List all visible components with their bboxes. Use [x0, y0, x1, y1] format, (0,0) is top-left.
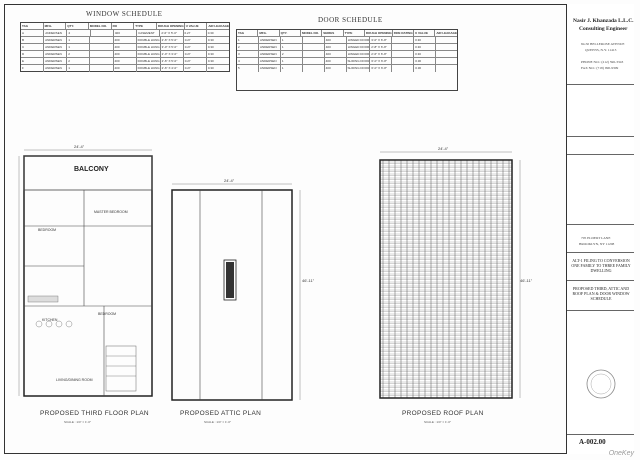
- table-cell: 2'-6" X 5'-0": [161, 37, 184, 43]
- table-cell: 2: [67, 30, 90, 36]
- table-cell: DOUBLE HUNG: [137, 45, 160, 49]
- attic-plan-scale: SCALE : 1/4" = 1'-0": [204, 420, 231, 424]
- table-cell: RO: [112, 23, 135, 29]
- table-cell: [392, 65, 414, 72]
- table-cell: U VALUE: [414, 30, 435, 36]
- table-cell: CASEMENT: [137, 30, 160, 36]
- table-cell: 3: [237, 51, 259, 57]
- room-label-bedroom-2: BEDROOM: [98, 312, 117, 316]
- table-cell: 400: [325, 37, 347, 43]
- table-cell: 0.27: [184, 37, 207, 43]
- table-cell: [303, 51, 325, 57]
- roof-width-dim: 24'-4": [438, 146, 449, 151]
- table-cell: [90, 65, 113, 72]
- table-cell: 2'-6" X 5'-0": [160, 30, 183, 36]
- table-cell: 0.30: [207, 38, 214, 42]
- table-cell: MFG.: [258, 30, 279, 36]
- table-cell: 1: [237, 37, 259, 43]
- table-cell: [436, 65, 457, 72]
- table-cell: 2'-6" X 4'-0": [161, 65, 184, 72]
- table-cell: ANDERSEN: [259, 58, 281, 64]
- table-cell: ANDERSEN: [259, 44, 281, 50]
- table-cell: [303, 58, 325, 64]
- table-cell: 2: [67, 51, 90, 57]
- table-row: [237, 65, 457, 72]
- table-cell: QTY.: [66, 23, 89, 29]
- table-row: [237, 37, 457, 44]
- table-row: [21, 37, 229, 44]
- table-cell: 2'-0" X 3'-0": [161, 51, 184, 57]
- roof-plan-title: PROPOSED ROOF PLAN: [402, 410, 484, 417]
- table-cell: 0.30: [414, 58, 436, 64]
- door-schedule-title: DOOR SCHEDULE: [318, 16, 383, 24]
- table-cell: C: [21, 44, 44, 50]
- table-cell: [90, 51, 113, 57]
- table-cell: FIRE RATING: [393, 31, 413, 35]
- table-cell: SLIDING DOOR: [347, 59, 370, 63]
- table-cell: 400: [114, 51, 137, 57]
- table-cell: 400: [114, 65, 137, 72]
- table-row: [237, 51, 457, 58]
- table-cell: [436, 44, 457, 50]
- table-cell: 1: [281, 65, 303, 72]
- table-cell: 0.27: [184, 65, 207, 72]
- attic-plan-title: PROPOSED ATTIC PLAN: [180, 410, 262, 417]
- table-cell: [303, 44, 325, 50]
- table-cell: MODEL NO.: [89, 23, 112, 29]
- window-schedule-table: [20, 22, 230, 72]
- table-cell: [392, 44, 414, 50]
- roof-plan-drawing: [368, 148, 528, 410]
- table-cell: DOUBLE HUNG: [137, 52, 160, 56]
- table-cell: 400: [325, 58, 347, 64]
- balcony-label: BALCONY: [74, 166, 109, 173]
- table-cell: [90, 37, 113, 43]
- table-cell: 0.30: [414, 44, 436, 50]
- table-cell: [392, 51, 414, 57]
- watermark: OneKey: [608, 450, 634, 457]
- table-cell: [303, 65, 325, 72]
- room-label-bedroom-1: BEDROOM: [38, 228, 57, 232]
- table-cell: ANDERSEN: [44, 51, 67, 57]
- firm-address-2: QUEENS, N.Y. 11413: [585, 48, 617, 52]
- table-cell: [90, 58, 113, 64]
- third-floor-plan-drawing: [14, 146, 164, 406]
- table-cell: [436, 58, 457, 64]
- firm-address-1: 84-50 BELLEROSE AVENUE: [581, 42, 625, 46]
- attic-width-dim: 24'-4": [224, 178, 235, 183]
- attic-height-dim: 46'-11": [302, 278, 315, 283]
- table-cell: 6'-0" X 6'-8": [370, 65, 392, 72]
- third-floor-width-dim: 24'-4": [74, 144, 85, 149]
- roof-plan-scale: SCALE : 1/4" = 1'-0": [424, 420, 451, 424]
- table-cell: [91, 30, 114, 36]
- table-cell: QTY.: [280, 30, 301, 36]
- third-floor-plan-title: PROPOSED THIRD FLOOR PLAN: [40, 410, 149, 417]
- table-row: [21, 30, 229, 37]
- table-cell: TAG: [237, 30, 258, 36]
- table-row: [21, 65, 229, 72]
- table-cell: ANDERSEN: [44, 37, 67, 43]
- window-schedule-title: WINDOW SCHEDULE: [86, 10, 163, 18]
- project-address-1: 705 ELDERT LANE: [581, 236, 611, 240]
- table-row: [237, 44, 457, 51]
- table-cell: 0.27: [184, 44, 207, 50]
- table-cell: ANDERSEN: [259, 65, 281, 72]
- table-row: [21, 58, 229, 65]
- sheet-number: A-002.00: [579, 438, 606, 446]
- table-cell: U VALUE: [185, 23, 208, 29]
- table-cell: D: [21, 51, 44, 57]
- firm-name: Nasir J. Khanzada L.L.C.: [573, 18, 634, 24]
- table-cell: 6'-0" X 6'-8": [370, 58, 392, 64]
- room-label-master-bedroom: MASTER BEDROOM: [94, 210, 128, 214]
- room-label-living: LIVING/DINING ROOM: [56, 378, 93, 382]
- table-cell: 400: [114, 44, 137, 50]
- roof-height-dim: 46'-11": [520, 278, 533, 283]
- table-header-row: [237, 30, 457, 37]
- door-schedule-table: [236, 29, 458, 91]
- table-cell: 2: [67, 58, 90, 64]
- table-cell: MODEL NO.: [301, 30, 322, 36]
- table-cell: 2'-6" X 5'-0": [161, 58, 184, 64]
- table-cell: [436, 51, 457, 57]
- table-cell: [303, 37, 325, 43]
- table-cell: 0.27: [184, 30, 207, 36]
- firm-fax: FAX NO.: (718) 990-9309: [581, 66, 619, 70]
- table-cell: 0.30: [414, 65, 436, 72]
- table-cell: 400: [325, 51, 347, 57]
- table-cell: 1: [67, 37, 90, 43]
- table-cell: ANDERSEN: [44, 65, 67, 72]
- table-cell: ANDERSEN: [44, 44, 67, 50]
- table-cell: 3'-0" X 6'-8": [370, 37, 392, 43]
- table-cell: 400: [114, 37, 137, 43]
- table-cell: 1: [67, 44, 90, 50]
- table-cell: 0.27: [184, 58, 207, 64]
- table-cell: 0.27: [184, 51, 207, 57]
- table-cell: 400: [114, 58, 137, 64]
- table-cell: ANDERSEN: [44, 30, 67, 36]
- table-row: [237, 58, 457, 65]
- table-cell: F: [21, 65, 44, 72]
- table-cell: 2'-8" X 6'-8": [370, 44, 392, 50]
- table-cell: 0.30: [414, 51, 436, 57]
- table-cell: A: [21, 30, 44, 36]
- table-cell: 1: [67, 65, 90, 72]
- table-cell: HINGED DOOR: [347, 45, 370, 49]
- table-cell: [392, 37, 414, 43]
- table-cell: 0.30: [414, 37, 436, 43]
- table-cell: 0.30: [207, 52, 214, 56]
- firm-phone: PHONE NO.: (212) 596-3343: [581, 60, 624, 64]
- table-cell: ANDERSEN: [44, 58, 67, 64]
- table-cell: 1: [281, 58, 303, 64]
- table-cell: 0.30: [207, 66, 214, 70]
- table-cell: 400: [325, 65, 347, 72]
- firm-subtitle: Consulting Engineer: [579, 26, 628, 32]
- table-cell: 5: [237, 65, 259, 72]
- attic-plan-drawing: [162, 180, 315, 410]
- table-cell: ANDERSEN: [259, 51, 281, 57]
- table-cell: SERIES: [322, 30, 343, 36]
- table-cell: [392, 58, 414, 64]
- table-cell: DOUBLE HUNG: [137, 38, 160, 42]
- table-cell: B: [21, 37, 44, 43]
- table-cell: 0.30: [207, 31, 214, 35]
- table-cell: 2: [237, 44, 259, 50]
- table-cell: 400: [325, 44, 347, 50]
- table-cell: 4: [237, 58, 259, 64]
- table-cell: AIR LEAKAGE: [208, 24, 229, 28]
- table-row: [21, 51, 229, 58]
- table-cell: 2'-6" X 6'-8": [370, 51, 392, 57]
- engineer-seal-icon: [585, 368, 617, 400]
- table-cell: 1: [281, 37, 303, 43]
- table-cell: TYPE: [344, 30, 365, 36]
- table-cell: 2: [281, 51, 303, 57]
- table-cell: SLIDING DOOR: [347, 66, 370, 70]
- table-cell: [436, 37, 457, 43]
- table-cell: MFG.: [44, 23, 67, 29]
- table-cell: TAG: [21, 23, 44, 29]
- table-cell: 0.30: [207, 59, 214, 63]
- table-cell: ANDERSEN: [259, 37, 281, 43]
- table-cell: E: [21, 58, 44, 64]
- table-cell: 400: [114, 30, 137, 36]
- table-cell: ROUGH OPENING: [365, 31, 392, 35]
- table-cell: AIR LEAKAGE: [436, 31, 458, 35]
- table-cell: ROUGH OPENING: [157, 24, 184, 28]
- table-cell: HINGED DOOR: [347, 52, 370, 56]
- table-cell: 0.30: [207, 45, 214, 49]
- table-cell: 3'-0" X 5'-0": [161, 44, 184, 50]
- table-row: [21, 44, 229, 51]
- table-cell: [90, 44, 113, 50]
- table-cell: 1: [281, 44, 303, 50]
- title-block: [566, 4, 634, 454]
- room-label-kitchen: KITCHEN: [42, 318, 58, 322]
- table-cell: HINGED DOOR: [347, 38, 370, 42]
- table-header-row: [21, 23, 229, 30]
- table-cell: DOUBLE HUNG: [137, 59, 160, 63]
- drawing-title: PROPOSED THIRD, ATTIC AND ROOF PLAN & DOOR WINDOW SCHEDULE: [572, 286, 630, 301]
- project-address-2: BROOKLYN, NY 11208: [579, 242, 615, 246]
- table-cell: DOUBLE HUNG: [137, 66, 160, 70]
- alt-filing-title: ALT-1 FILING TO CONVERSION ONE FAMILY TO THREE FAMILY DWELLING: [571, 258, 631, 273]
- third-floor-plan-scale: SCALE : 1/4" = 1'-0": [64, 420, 91, 424]
- table-cell: TYPE: [134, 23, 157, 29]
